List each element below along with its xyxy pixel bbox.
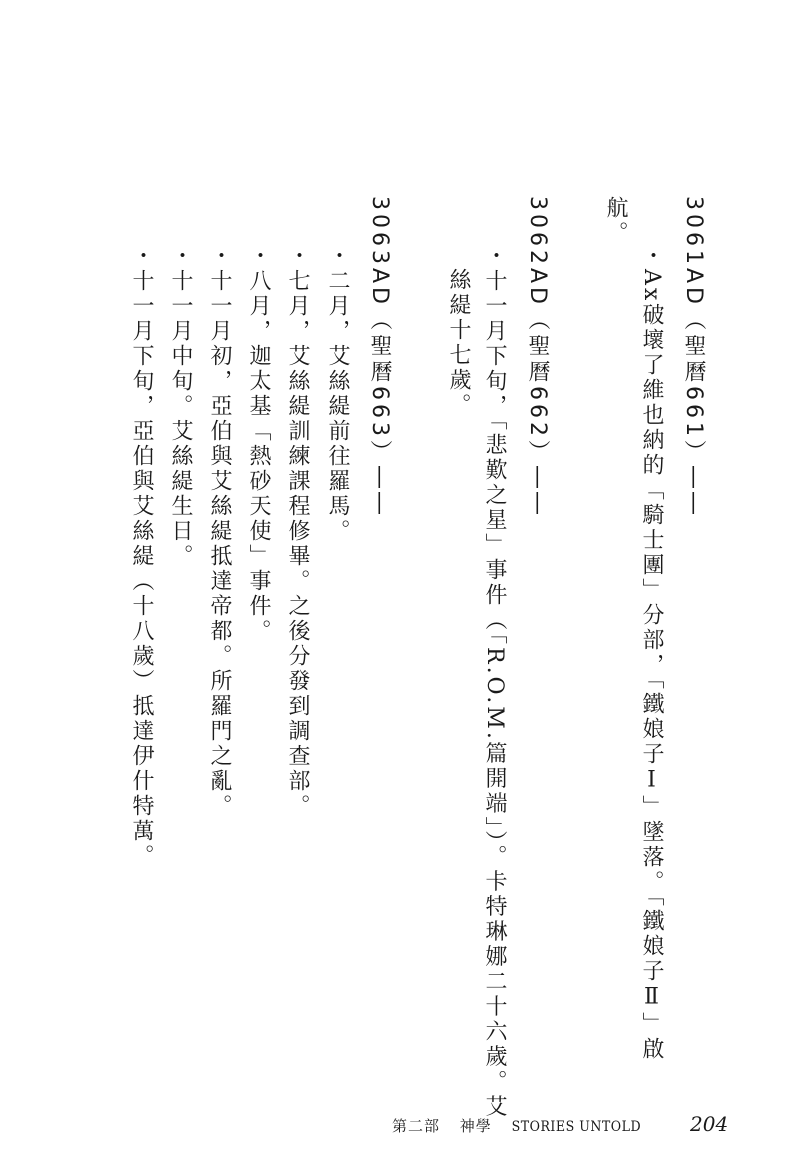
footer-section: 第二部 xyxy=(392,1117,441,1135)
entry-line: ・十一月下旬，亞伯與艾絲緹（十八歲）抵達伊什特萬。 xyxy=(129,244,154,869)
entry-line-continued: 航。 xyxy=(603,196,628,246)
entry-line: ・七月，艾絲緹訓練課程修畢。之後分發到調查部。 xyxy=(285,244,310,819)
section-heading-3063: 3063AD（聖曆663）―― xyxy=(367,196,392,518)
section-heading-3061: 3061AD（聖曆661）―― xyxy=(681,196,706,518)
entry-line: ・十一月中旬。艾絲緹生日。 xyxy=(168,244,193,569)
entry-line: ・Ax破壞了維也納的「騎士團」分部，「鐵娘子Ⅰ」墜落。「鐵娘子Ⅱ」啟 xyxy=(639,244,664,1063)
entry-line: ・十一月下旬，「悲歎之星」事件（「R.O.M.篇開端」）。卡特琳娜二十六歲。艾 xyxy=(482,244,507,1120)
entry-line: ・十一月初，亞伯與艾絲緹抵達帝都。所羅門之亂。 xyxy=(207,244,232,819)
entry-line: ・八月，迦太基「熱砂天使」事件。 xyxy=(246,244,271,644)
footer-chapter: 神學 xyxy=(459,1117,492,1135)
entry-line: ・二月，艾絲緹前往羅馬。 xyxy=(325,244,350,544)
running-footer xyxy=(392,1115,641,1136)
section-heading-3062: 3062AD（聖曆662）―― xyxy=(525,196,550,518)
entry-line-continued: 絲緹十七歲。 xyxy=(446,268,471,418)
footer-title: STORIES UNTOLD xyxy=(511,1119,642,1135)
page-number: 204 xyxy=(690,1112,729,1136)
